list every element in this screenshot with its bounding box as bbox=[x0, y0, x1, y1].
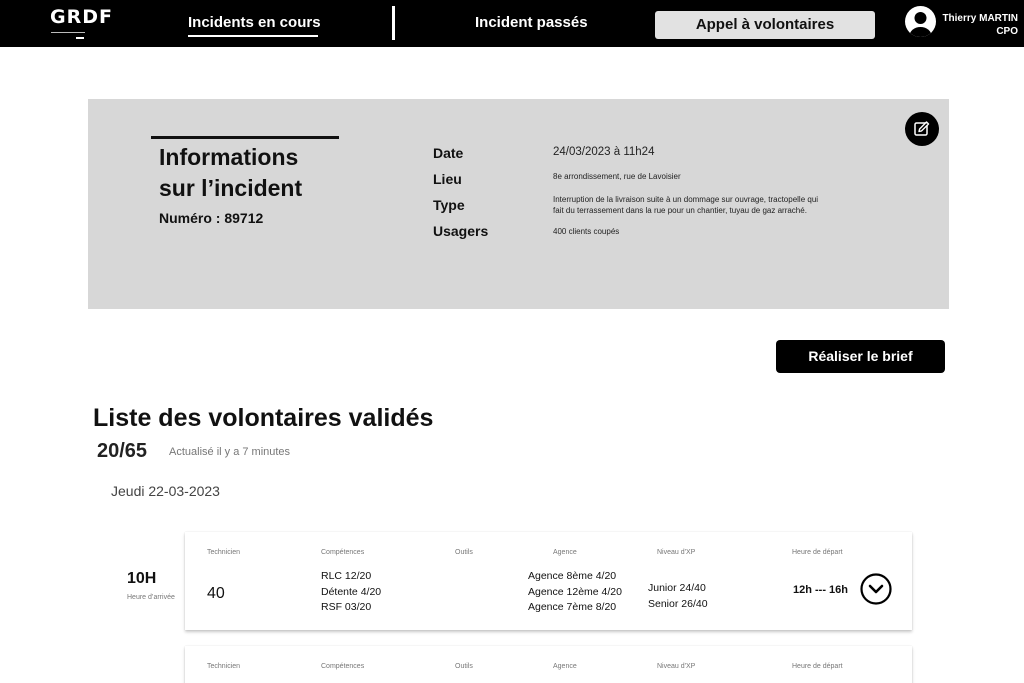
col-outils: Outils bbox=[455, 663, 473, 670]
competence-item: RSF 03/20 bbox=[321, 601, 372, 613]
day-label: Jeudi 22-03-2023 bbox=[111, 483, 220, 499]
appel-volontaires-button[interactable]: Appel à volontaires bbox=[655, 11, 875, 39]
value-lieu: 8e arrondissement, rue de Lavoisier bbox=[553, 172, 681, 181]
chevron-down-circle-icon bbox=[860, 573, 892, 605]
volunteer-list-title: Liste des volontaires validés bbox=[93, 404, 434, 432]
col-heure-depart: Heure de départ bbox=[792, 663, 843, 670]
label-type: Type bbox=[433, 197, 465, 213]
competence-item: RLC 12/20 bbox=[321, 570, 372, 582]
realiser-brief-button[interactable]: Réaliser le brief bbox=[776, 340, 945, 373]
competence-item: Détente 4/20 bbox=[321, 585, 382, 598]
value-type-line2: fait du terrassement dans la rue pour un chantier, tuyau de gaz arraché. bbox=[553, 206, 807, 215]
nav-separator bbox=[392, 6, 395, 40]
agence-item: Agence 12ème 4/20 bbox=[528, 585, 622, 598]
edit-icon bbox=[905, 112, 939, 146]
col-competences: Compétences bbox=[321, 549, 365, 556]
col-competences: Compétences bbox=[321, 663, 365, 670]
incident-number: Numéro : 89712 bbox=[159, 210, 264, 226]
value-usagers: 400 clients coupés bbox=[553, 227, 620, 236]
user-role: CPO bbox=[996, 26, 1018, 37]
xp-item: Senior 26/40 bbox=[648, 597, 708, 610]
col-technicien: Technicien bbox=[207, 663, 241, 670]
col-niveau-xp: Niveau d'XP bbox=[657, 663, 696, 670]
col-agence: Agence bbox=[553, 663, 577, 670]
grdf-logo[interactable] bbox=[50, 6, 113, 42]
nav-active-indicator bbox=[188, 35, 318, 37]
user-identity bbox=[942, 12, 1018, 38]
value-type bbox=[553, 194, 818, 216]
incident-info-panel bbox=[88, 99, 949, 309]
col-technicien: Technicien bbox=[207, 549, 241, 556]
value-date: 24/03/2023 à 11h24 bbox=[553, 146, 655, 158]
user-avatar-icon[interactable] bbox=[905, 6, 936, 37]
col-niveau-xp: Niveau d'XP bbox=[657, 549, 696, 556]
nav-incidents-passes[interactable]: Incident passés bbox=[475, 14, 588, 31]
top-navigation bbox=[0, 0, 1024, 47]
value-type-line1: Interruption de la livraison suite à un dommage sur ouvrage, tractopelle qui bbox=[553, 195, 819, 204]
xp-list bbox=[648, 581, 708, 612]
logo-text: GRDF bbox=[50, 6, 113, 28]
col-agence: Agence bbox=[553, 549, 577, 556]
nav-incidents-en-cours[interactable]: Incidents en cours bbox=[188, 14, 321, 31]
agences-list bbox=[528, 569, 622, 616]
logo-divider bbox=[51, 32, 85, 33]
edit-button[interactable] bbox=[905, 112, 939, 146]
technician-count: 40 bbox=[207, 585, 225, 602]
label-usagers: Usagers bbox=[433, 223, 489, 239]
incident-heading bbox=[159, 142, 302, 204]
heading-rule bbox=[151, 136, 339, 139]
col-outils: Outils bbox=[455, 549, 473, 556]
volunteer-count: 20/65 bbox=[97, 440, 148, 462]
competences-list bbox=[321, 569, 381, 616]
expand-button[interactable] bbox=[860, 573, 892, 605]
logo-mark bbox=[76, 37, 84, 39]
user-name: Thierry MARTIN bbox=[942, 13, 1018, 24]
label-date: Date bbox=[433, 145, 464, 161]
volunteer-slot-card[interactable] bbox=[185, 532, 912, 630]
col-heure-depart: Heure de départ bbox=[792, 549, 843, 556]
arrival-time-label: Heure d’arrivée bbox=[127, 594, 175, 601]
agence-item: Agence 7ème 8/20 bbox=[528, 601, 617, 613]
departure-hours: 12h --- 16h bbox=[793, 584, 849, 596]
last-updated: Actualisé il y a 7 minutes bbox=[169, 446, 291, 458]
agence-item: Agence 8ème 4/20 bbox=[528, 570, 617, 582]
xp-item: Junior 24/40 bbox=[648, 582, 706, 594]
volunteer-slot-card[interactable] bbox=[185, 646, 912, 683]
arrival-time: 10H bbox=[127, 570, 157, 587]
incident-heading-line2: sur l’incident bbox=[159, 175, 303, 201]
incident-heading-line1: Informations bbox=[159, 144, 299, 170]
label-lieu: Lieu bbox=[433, 171, 462, 187]
